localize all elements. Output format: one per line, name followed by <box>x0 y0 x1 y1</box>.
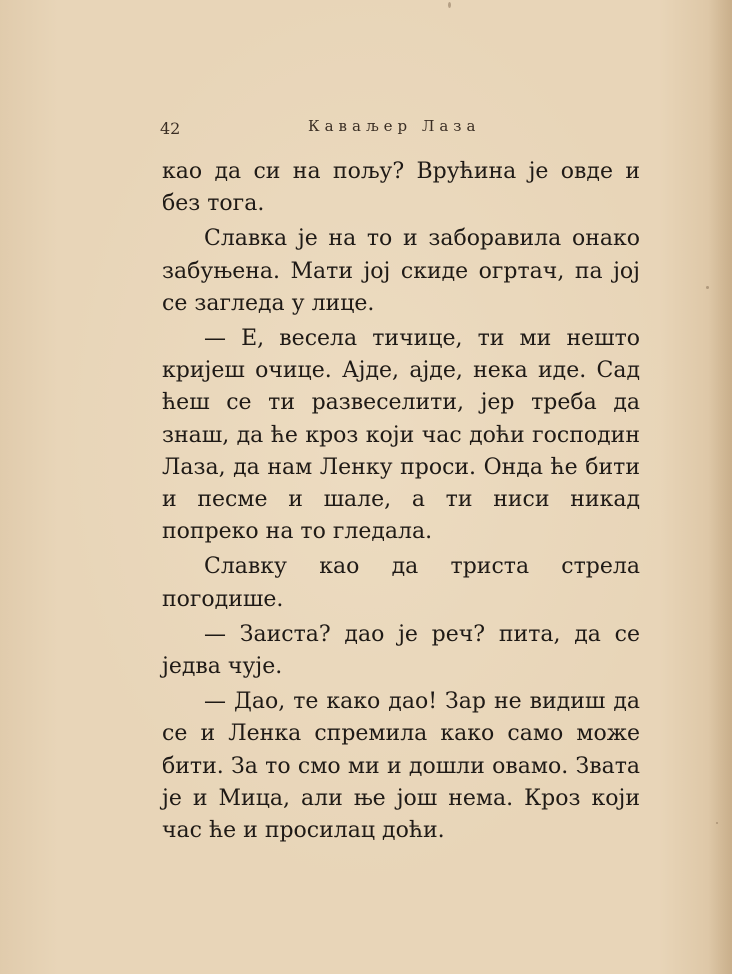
paragraph: — Дао, те како дао! Зар не видиш да се и Ленка спремила како само може бити. За то смо ми и дошли овамо. Звата је и Мица, али ње још нема. Кроз који час ће и просилац доћи. <box>162 689 640 844</box>
paper-speck <box>448 2 451 8</box>
paragraph: као да си на пољу? Врућина је овде и без тога. <box>162 159 640 217</box>
paragraph: Славка је на то и заборавила онако забуњена. Мати јој скиде огртач, па јој се загледа у лице. <box>162 226 640 316</box>
running-title: Каваљер Лаза <box>308 117 481 135</box>
page-number: 42 <box>160 119 181 138</box>
paper-speck <box>716 822 718 824</box>
paragraph: — Е, весела тичице, ти ми нешто кријеш очице. Ајде, ајде, нека иде. Сад ћеш се ти развеселити, јер треба да знаш, да ће кроз који час доћи господин Лаза, да нам Ленку проси. Онда ће бити и песме и шале, а ти ниси никад попреко на то гледала. <box>162 326 640 545</box>
body-text <box>162 156 640 850</box>
paragraph: Славку као да триста стрела погодише. <box>162 554 640 612</box>
paragraph: — Заиста? дао је реч? пита, да се једва чује. <box>162 621 640 680</box>
page-edge-shadow <box>708 0 732 974</box>
page-header <box>160 117 640 141</box>
paper-speck <box>706 286 709 289</box>
